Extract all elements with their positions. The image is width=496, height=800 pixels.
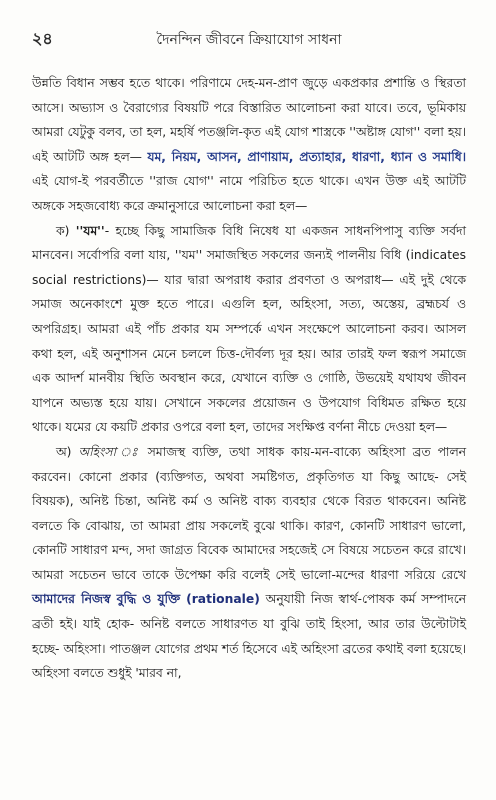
paragraph-intro-text-2: এই যোগ-ই পরবর্তীতে ''রাজ যোগ'' নামে পরিচিত হতে থাকে। এখন উক্ত এই আটটি অঙ্গকে সহজবোধ্য করে ক্রমানুসারে আলোচনা করা হল— <box>32 174 466 213</box>
paragraph-intro <box>32 71 466 219</box>
paragraph-yama <box>32 219 466 440</box>
rationale-emphasis: আমাদের নিজস্ব বুদ্ধি ও যুক্তি (rationale) <box>32 592 260 607</box>
ahimsa-prefix: অ) <box>56 444 79 459</box>
page-number: ২৪ <box>32 29 53 48</box>
paragraph-ahimsa-text: সমাজস্থ ব্যক্তি, তথা সাধক কায়-মন-বাক্যে অহিংসা ব্রত পালন করবেন। কোনো প্রকার (ব্যক্তিগত, অথবা সমষ্টিগত, প্রকৃতিগত যা কিছু আছে- সেই বিষয়ক), অনিষ্ট চিন্তা, অনিষ্ট কর্ম ও অনিষ্ট বাক্য ব্যবহার থেকে বিরত থাকবেন। অনিষ্ট বলতে কি বোঝায়, তা আমরা প্রায় সকলেই বুঝে থাকি। কারণ, কোনটি সাধারণ ভালো, কোনটি সাধারণ মন্দ, সদা জাগ্রত বিবেক আমাদের সহজেই সে বিষয়ে সচেতন করে রাখে। আমরা সচেতন ভাবে তাকে উপেক্ষা করি বলেই সেই ভালো-মন্দের ধারণা সরিয়ে রেখে <box>32 444 466 582</box>
page-header <box>32 26 466 53</box>
paragraph-yama-text: - হচ্ছে কিছু সামাজিক বিধি নিষেধ যা একজন সাধনপিপাসু ব্যক্তি সর্বদা মানবেন। সর্বোপরি বলা যায়, ''যম'' সমাজস্থিত সকলের জন্যই পালনীয় বিধি (indicates social restrictions)— যার দ্বারা অপরাধ করার প্রবণতা ও অপরাধ— এই দুই থেকে সমাজ অনেকাংশে মুক্ত হতে পারে। এগুলি হল, অহিংসা, সত্য, অস্তেয়, ব্রহ্মচর্য ও অপরিগ্রহ। আমরা এই পাঁচ প্রকার যম সম্পর্কে এখন সংক্ষেপে আলোচনা করব। আসল কথা হল, এই অনুশাসন মেনে চললে চিত্ত-দৌর্বল্য দূর হয়। আর তারই ফল স্বরূপ সমাজে এক আদর্শ মানবীয় স্থিতি অবস্থান করে, যেখানে ব্যক্তি ও গোষ্ঠি, উভয়েই যথাযথ জীবন যাপনে অভ্যস্ত হয়ে যায়। সেখানে সকলের প্রয়োজন ও উপযোগ বিধিমত রক্ষিত হয়ে থাকে। যমের যে কয়টি প্রকার ওপরে বলা হল, তাদের সংক্ষিপ্ত বর্ণনা নীচে দেওয়া হল— <box>32 223 466 435</box>
page-body <box>32 71 466 686</box>
yama-prefix: ক) <box>56 223 76 238</box>
paragraph-ahimsa <box>32 440 466 686</box>
yama-term: ''যম'' <box>75 223 105 238</box>
ahimsa-term: অহিংসা ঃ <box>78 444 141 459</box>
paragraph-intro-text: উন্নতি বিধান সম্ভব হতে থাকে। পরিণামে দেহ-মন-প্রাণ জুড়ে একপ্রকার প্রশান্তি ও স্থিরতা আসে। অভ্যাস ও বৈরাগ্যের বিষয়টি পরে বিস্তারিত আলোচনা করা যাবে। তবে, ভূমিকায় আমরা যেটুকু বলব, তা হল, মহর্ষি পতঞ্জলি-কৃত এই যোগ শাস্ত্রকে ''অষ্টাঙ্গ যোগ'' বলা হয়। এই আটটি অঙ্গ হল— <box>32 76 466 164</box>
eight-limbs-list: যম, নিয়ম, আসন, প্রাণায়াম, প্রত্যাহার, ধারণা, ধ্যান ও সমাধি। <box>147 149 467 164</box>
running-title: দৈনন্দিন জীবনে ক্রিয়াযোগ সাধনা <box>156 32 342 48</box>
paragraph-ahimsa-text-2: অনুযায়ী নিজ স্বার্থ-পোষক কর্ম সম্পাদনে ব্রতী হই। যাই হোক- অনিষ্ট বলতে সাধারণত যা বুঝি তাই হিংসা, আর তার উল্টোটাই হচ্ছে- অহিংসা। পাতঞ্জল যোগের প্রথম শর্ত হিসেবে এই অহিংসা ব্রতের কথাই বলা হয়েছে। অহিংসা বলতে শুধুই 'মারব না, <box>32 592 466 681</box>
